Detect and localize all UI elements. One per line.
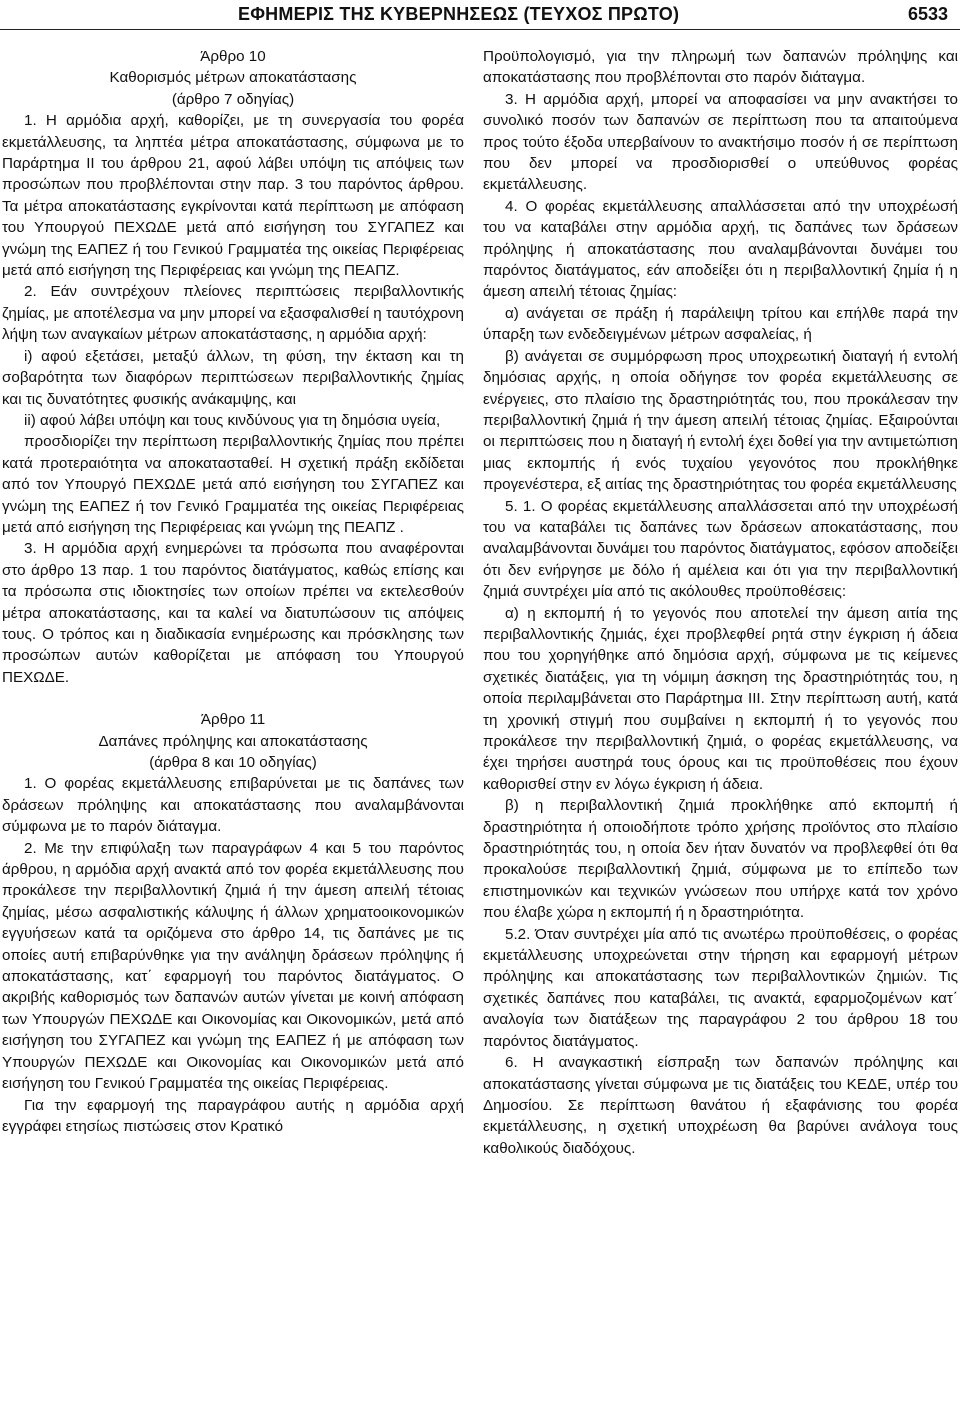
paragraph: β) η περιβαλλοντική ζημιά προκλήθηκε από εκπομπή ή δραστηριότητα ή οποιοδήποτε τρόπο χρήσης προϊόντος στο πλαίσιο δραστηριότητάς του, η οποία δεν ήταν δυνατόν να προβλεφθεί ότι θα προκαλούσε περιβαλλοντική ζημιά, σύμφωνα με το επίπεδο των επιστημονικών και τεχνικών γνώσεων που υπήρχε κατά τον χρόνο που έλαβε χώρα η εκπομπή ή η δραστηριότητα. [483,797,958,922]
paragraph: 5.2. Όταν συντρέχει μία από τις ανωτέρω προϋποθέσεις, ο φορέας εκμετάλλευσης υποχρεώνεται στην τήρηση και εφαρμογή μέτρων πρόληψης και αποκατάστασης των περιβαλλοντικών ζημιών. Τις σχετικές δαπάνες που καταβάλει, τις ανακτά, εφαρμοζομένων κατ΄ αναλογία των διατάξεων της παραγράφου 2 του άρθρου 18 του παρόντος διατάγματος. [483,925,958,1050]
right-column [483,46,958,1159]
article-10-title: Καθορισμός μέτρων αποκατάστασης [109,69,357,87]
left-column [2,46,464,1137]
paragraph: α) ανάγεται σε πράξη ή παράλειψη τρίτου και επήλθε παρά την ύπαρξη των ενδεδειγμένων μέτρων ασφαλείας, ή [483,304,958,344]
paragraph: Για την εφαρμογή της παραγράφου αυτής η αρμόδια αρχή εγγράφει ετησίως πιστώσεις στον Κρατικό [2,1096,464,1135]
article-11-heading: Άρθρο 11 [200,711,266,729]
paragraph: i) αφού εξετάσει, μεταξύ άλλων, τη φύση, την έκταση και τη σοβαρότητα των διαφόρων περιπτώσεων περιβαλλοντικής ζημίας και τις δυνατότητες φυσικής ανάκαμψης, και [2,347,464,408]
paragraph: 4. Ο φορέας εκμετάλλευσης απαλλάσσεται από την υποχρέωσή του να καταβάλει στην αρμόδια αρχή, τις δαπάνες των δράσεων πρόληψης ή αποκατάστασης που αναλαμβάνονται δυνάμει του παρόντος διατάγματος, εάν αποδείξει ότι η περιβαλλοντική ζημία ή η άμεση απειλή τέτοιας ζημίας: [483,197,958,301]
article-11-ref: (άρθρα 8 και 10 οδηγίας) [149,754,317,771]
paragraph: 5. 1. Ο φορέας εκμετάλλευσης απαλλάσσεται από την υποχρέωσή του να καταβάλει τις δαπάνες των δράσεων αποκατάστασης, που αναλαμβάνονται δυνάμει του παρόντος διατάγματος, εφόσον αποδείξει ότι δεν ενήργησε με δόλο ή αμέλεια και ότι για την περιβαλλοντική ζημιά συντρέχει μία από τις ακόλουθες προϋποθέσεις: [483,497,958,601]
article-10-heading: Άρθρο 10 [200,48,266,65]
paragraph: 1. Ο φορέας εκμετάλλευσης επιβαρύνεται με τις δαπάνες των δράσεων πρόληψης και αποκατάστασης που αναλαμβάνονται σύμφωνα με το παρόν διάταγμα. [2,775,464,836]
gazette-title: ΕΦΗΜΕΡΙΣ ΤΗΣ ΚΥΒΕΡΝΗΣΕΩΣ (ΤΕΥΧΟΣ ΠΡΩΤΟ) [238,4,680,24]
page-header [0,0,960,30]
paragraph: 6. Η αναγκαστική είσπραξη των δαπανών πρόληψης και αποκατάστασης γίνεται σύμφωνα με τις διατάξεις του ΚΕΔΕ, υπέρ του Δημοσίου. Σε περίπτωση θανάτου ή εξαφάνισης του φορέα εκμετάλλευσης, η σχετική υποχρέωση θα βαρύνει ανάλογα τους καθολικούς διαδόχους. [483,1054,958,1157]
article-10-ref: (άρθρο 7 οδηγίας) [171,90,295,108]
paragraph: ii) αφού λάβει υπόψη και τους κινδύνους για τη δημόσια υγεία, [24,411,441,429]
paragraph: α) η εκπομπή ή το γεγονός που αποτελεί την άμεση αιτία της περιβαλλοντικής ζημιάς, έχει προβλεφθεί ρητά στην έγκριση ή άδεια που του χορηγήθηκε από δημόσια αρχή, σύμφωνα με τις κείμενες σχετικές διατάξεις, για τη νόμιμη άσκηση της δραστηριότητάς του, η οποία περιλαμβάνεται στο Παράρτημα III. Στην περίπτωση αυτή, κατά τη χρονική στιγμή που συμβαίνει η εκπομπή ή το γεγονός που προκάλεσε την περιβαλλοντική ζημιά, ο φορέας εκμετάλλευσης, να έχει τηρήσει αυστηρά τους όρους και τις προϋποθέσεις που έχουν καθορισθεί στην εν λόγω έγκριση ή άδεια. [483,604,958,793]
paragraph: 2. Εάν συντρέχουν πλείονες περιπτώσεις περιβαλλοντικής ζημίας, με αποτέλεσμα να μην μπορεί να εξασφαλισθεί η ταυτόχρονη λήψη των αναγκαίων μέτρων αποκατάστασης, η αρμόδια αρχή: [2,283,464,344]
paragraph: Προϋπολογισμό, για την πληρωμή των δαπανών πρόληψης και αποκατάστασης που προβλέπονται στο παρόν διάταγμα. [483,48,958,87]
paragraph: 2. Με την επιφύλαξη των παραγράφων 4 και 5 του παρόντος άρθρου, η αρμόδια αρχή ανακτά από τον φορέα εκμετάλλευσης που προκάλεσε την περιβαλλοντική ζημιά ή την άμεση απειλή τέτοιας ζημίας, μέσω ασφαλιστικής κάλυψης ή άλλων χρηματοοικονομικών εγγυήσεων κατά τα οριζόμενα στο άρθρο 14, τις δαπάνες με τις οποίες αυτή επιβαρύνθηκε για την ανάληψη δράσεων πρόληψης ή αποκατάστασης, κατ΄ εφαρμογή του παρόντος διατάγματος. Ο ακριβής καθορισμός των δαπανών αυτών γίνεται με κοινή απόφαση των Υπουργών ΠΕΧΩΔΕ και Οικονομίας και Οικονομικών, μετά από εισήγηση του ΣΥΓΑΠΕΖ και γνώμη της ΕΑΠΕΖ ή με απόφαση των Υπουργών ΠΕΧΩΔΕ και Οικονομίας και Οικονομικών μετά από εισήγηση του Γενικού Γραμματέα της οικείας Περιφέρειας. [2,839,464,1093]
paragraph: 3. Η αρμόδια αρχή, μπορεί να αποφασίσει να μην ανακτήσει το συνολικό ποσόν των δαπανών σε περίπτωση που τα απαιτούμενα προς τούτο έξοδα υπερβαίνουν το ανακτήσιμο ποσόν ή σε περίπτωση που δεν μπορεί να προσδιορισθεί ο υπεύθυνος φορέας εκμετάλλευσης. [483,90,958,194]
article-11-title: Δαπάνες πρόληψης και αποκατάστασης [98,732,368,750]
page-number: 6533 [907,4,948,24]
paragraph: προσδιορίζει την περίπτωση περιβαλλοντικής ζημίας που πρέπει κατά προτεραιότητα να αποκατασταθεί. Η σχετική πράξη εκδίδεται από τον Υπουργό ΠΕΧΩΔΕ μετά από εισήγηση του ΣΥΓΑΠΕΖ και γνώμη της ΕΑΠΕΖ ή τον Γενικό Γραμματέα της οικείας Περιφέρειας μετά από εισήγηση της Περιφέρειας και γνώμη της ΠΕΑΠΖ . [2,433,464,536]
paragraph: β) ανάγεται σε συμμόρφωση προς υποχρεωτική διαταγή ή εντολή δημόσιας αρχής, η οποία οδήγησε τον φορέα εκμετάλλευσης σε ενέργειες, στο πλαίσιο της δραστηριότητάς του, που προκάλεσαν την περιβαλλοντική ζημιά ή την άμεση απειλή τέτοιας ζημίας. Εξαιρούνται οι περιπτώσεις που η διαταγή ή εντολή έχει δοθεί για την αντιμετώπιση μιας εκπομπής ή ενός τυχαίου γεγονότος που προκλήθηκε προγενέστερα, εξ αιτίας της δραστηριότητας του φορέα εκμετάλλευσης [483,347,958,494]
paragraph: 1. Η αρμόδια αρχή, καθορίζει, με τη συνεργασία του φορέα εκμετάλλευσης, τα ληπτέα μέτρα αποκατάστασης, σύμφωνα με το Παράρτημα II του άρθρου 21, αφού λάβει υπόψη τις απόψεις των προσώπων που προβλέπονται στην παρ. 3 του παρόντος άρθρου. Τα μέτρα αποκατάστασης εγκρίνονται κατά περίπτωση με απόφαση του Υπουργού ΠΕΧΩΔΕ μετά από εισήγηση του ΣΥΓΑΠΕΖ και γνώμη της ΕΑΠΕΖ ή του Γενικού Γραμματέα της οικείας Περιφέρειας μετά από εισήγηση της Περιφέρειας και γνώμη της ΠΕΑΠΖ. [2,112,464,280]
paragraph: 3. Η αρμόδια αρχή ενημερώνει τα πρόσωπα που αναφέρονται στο άρθρο 13 παρ. 1 του παρόντος διατάγματος, καθώς επίσης και τα πρόσωπα στις ιδιοκτησίες των οποίων πρέπει να εκτελεσθούν μέτρα αποκατάστασης, και τα καλεί να διατυπώσουν τις απόψεις τους. Ο τρόπος και η διαδικασία ενημέρωσης και πρόσκλησης των προσώπων αυτών καθορίζεται με απόφαση του Υπουργού ΠΕΧΩΔΕ. [2,540,464,686]
